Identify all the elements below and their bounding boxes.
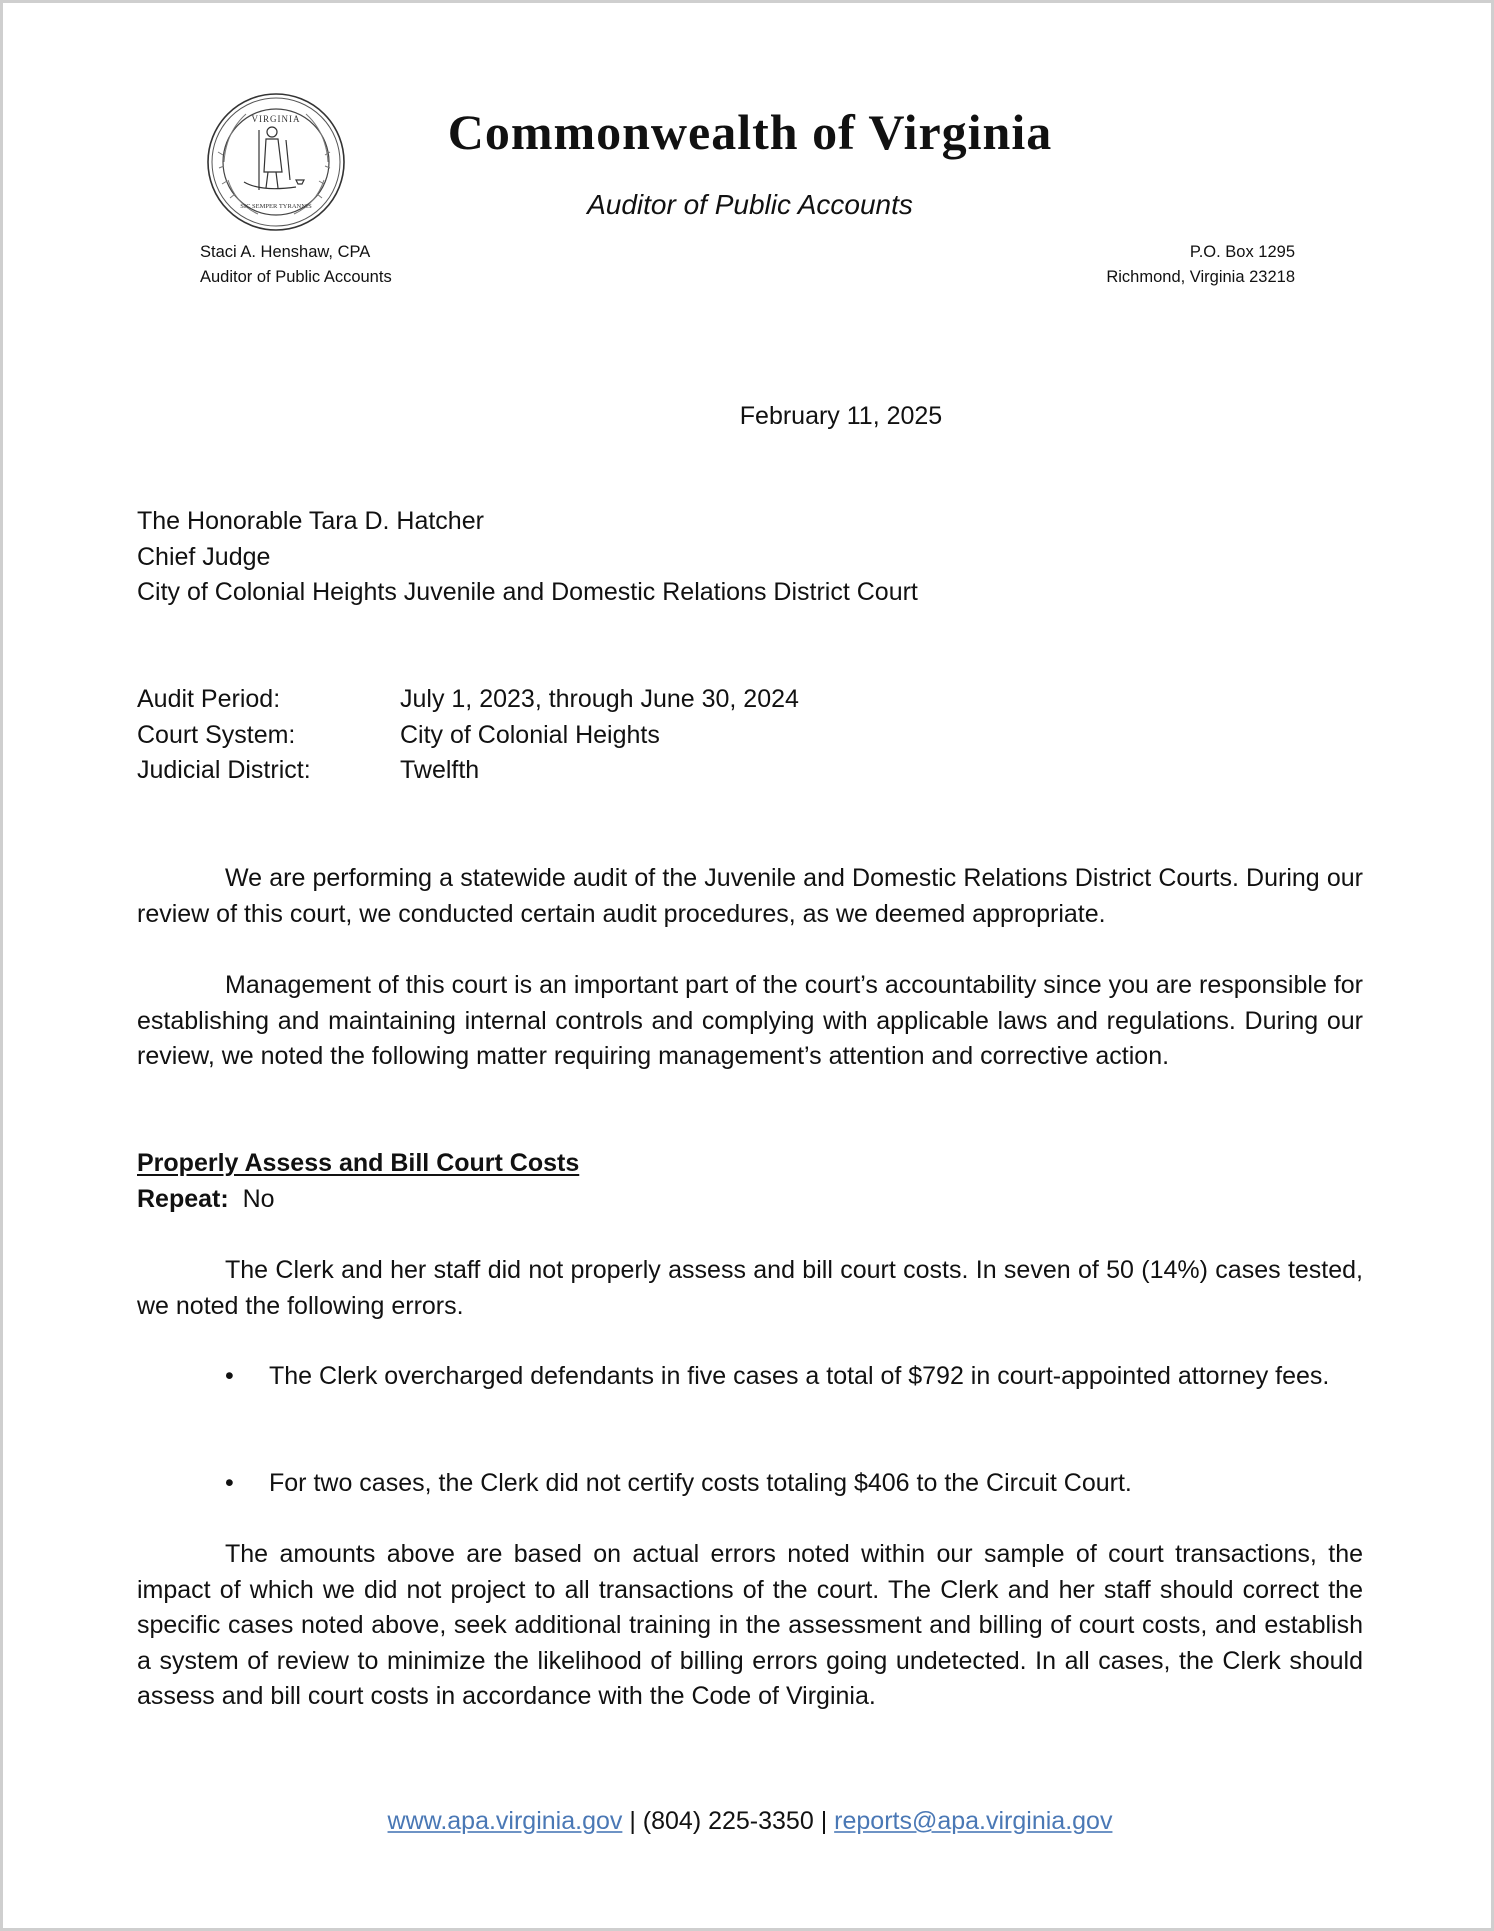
footer — [3, 1807, 1494, 1836]
repeat-status — [137, 1182, 275, 1218]
bullet-icon: • — [225, 1469, 234, 1497]
email-link[interactable]: reports@apa.virginia.gov — [834, 1807, 1113, 1835]
bullet-icon: • — [225, 1362, 234, 1390]
recipient-court: City of Colonial Heights Juvenile and Domestic Relations District Court — [137, 578, 918, 607]
bullet-text: The Clerk overcharged defendants in five cases a total of $792 in court-appointed attorney fees. — [269, 1362, 1330, 1390]
audit-info-value: Twelfth — [400, 756, 480, 785]
audit-info-value: City of Colonial Heights — [400, 720, 660, 749]
address-block — [1106, 240, 1295, 290]
website-link[interactable]: www.apa.virginia.gov — [387, 1807, 623, 1835]
address-line-1: P.O. Box 1295 — [1189, 243, 1295, 261]
repeat-value: No — [242, 1185, 275, 1213]
audit-info-value: July 1, 2023, through June 30, 2024 — [400, 685, 799, 713]
sender-title: Auditor of Public Accounts — [200, 268, 392, 286]
footer-separator: | — [820, 1807, 828, 1835]
audit-info-label: Judicial District: — [137, 756, 311, 785]
finding-heading: Properly Assess and Bill Court Costs — [137, 1149, 580, 1177]
seal-bottom-text: SIC SEMPER TYRANNIS — [240, 203, 312, 210]
audit-info-block — [137, 682, 799, 789]
audit-info-row — [137, 682, 799, 718]
footer-separator: | — [629, 1807, 636, 1835]
repeat-label: Repeat: — [137, 1185, 229, 1213]
recipient-title: Chief Judge — [137, 542, 271, 571]
management-paragraph: Management of this court is an important part of the court’s accountability since you are responsible for establishing and maintaining internal controls and complying with applicable laws and regulations. During our review, we noted the following matter requiring management’s attention and corrective action. — [137, 971, 1363, 1071]
audit-info-label: Court System: — [137, 720, 296, 749]
recommendation-paragraph: The amounts above are based on actual errors noted within our sample of court transactions, the impact of which we did not project to all transactions of the court. The Clerk and her staff should correct the specific cases noted above, seek additional training in the assessment and billing of court costs, and establish a system of review to minimize the likelihood of billing errors going undetected. In all cases, the Clerk should assess and bill court costs in accordance with the Code of Virginia. — [137, 1540, 1363, 1711]
recipient-name: The Honorable Tara D. Hatcher — [137, 507, 484, 535]
letterhead-title: Commonwealth of Virginia — [447, 104, 1053, 160]
footer-phone: (804) 225-3350 — [642, 1807, 814, 1835]
intro-paragraph: We are performing a statewide audit of the Juvenile and Domestic Relations District Courts. During our review of this court, we conducted certain audit procedures, as we deemed appropriate. — [137, 864, 1363, 928]
audit-info-row — [137, 753, 799, 789]
letterhead-subtitle: Auditor of Public Accounts — [587, 189, 913, 220]
letter-date: February 11, 2025 — [739, 402, 943, 430]
sender-block — [200, 240, 392, 290]
bullet-text: For two cases, the Clerk did not certify costs totaling $406 to the Circuit Court. — [269, 1469, 1132, 1497]
address-line-2: Richmond, Virginia 23218 — [1106, 268, 1295, 286]
seal-top-text: VIRGINIA — [251, 114, 301, 124]
audit-info-label: Audit Period: — [137, 685, 281, 713]
finding-summary: The Clerk and her staff did not properly assess and bill court costs. In seven of 50 (14%) cases tested, we noted the following errors. — [137, 1256, 1363, 1320]
recipient-block — [137, 504, 918, 611]
sender-name: Staci A. Henshaw, CPA — [200, 243, 371, 261]
audit-info-row — [137, 718, 799, 754]
